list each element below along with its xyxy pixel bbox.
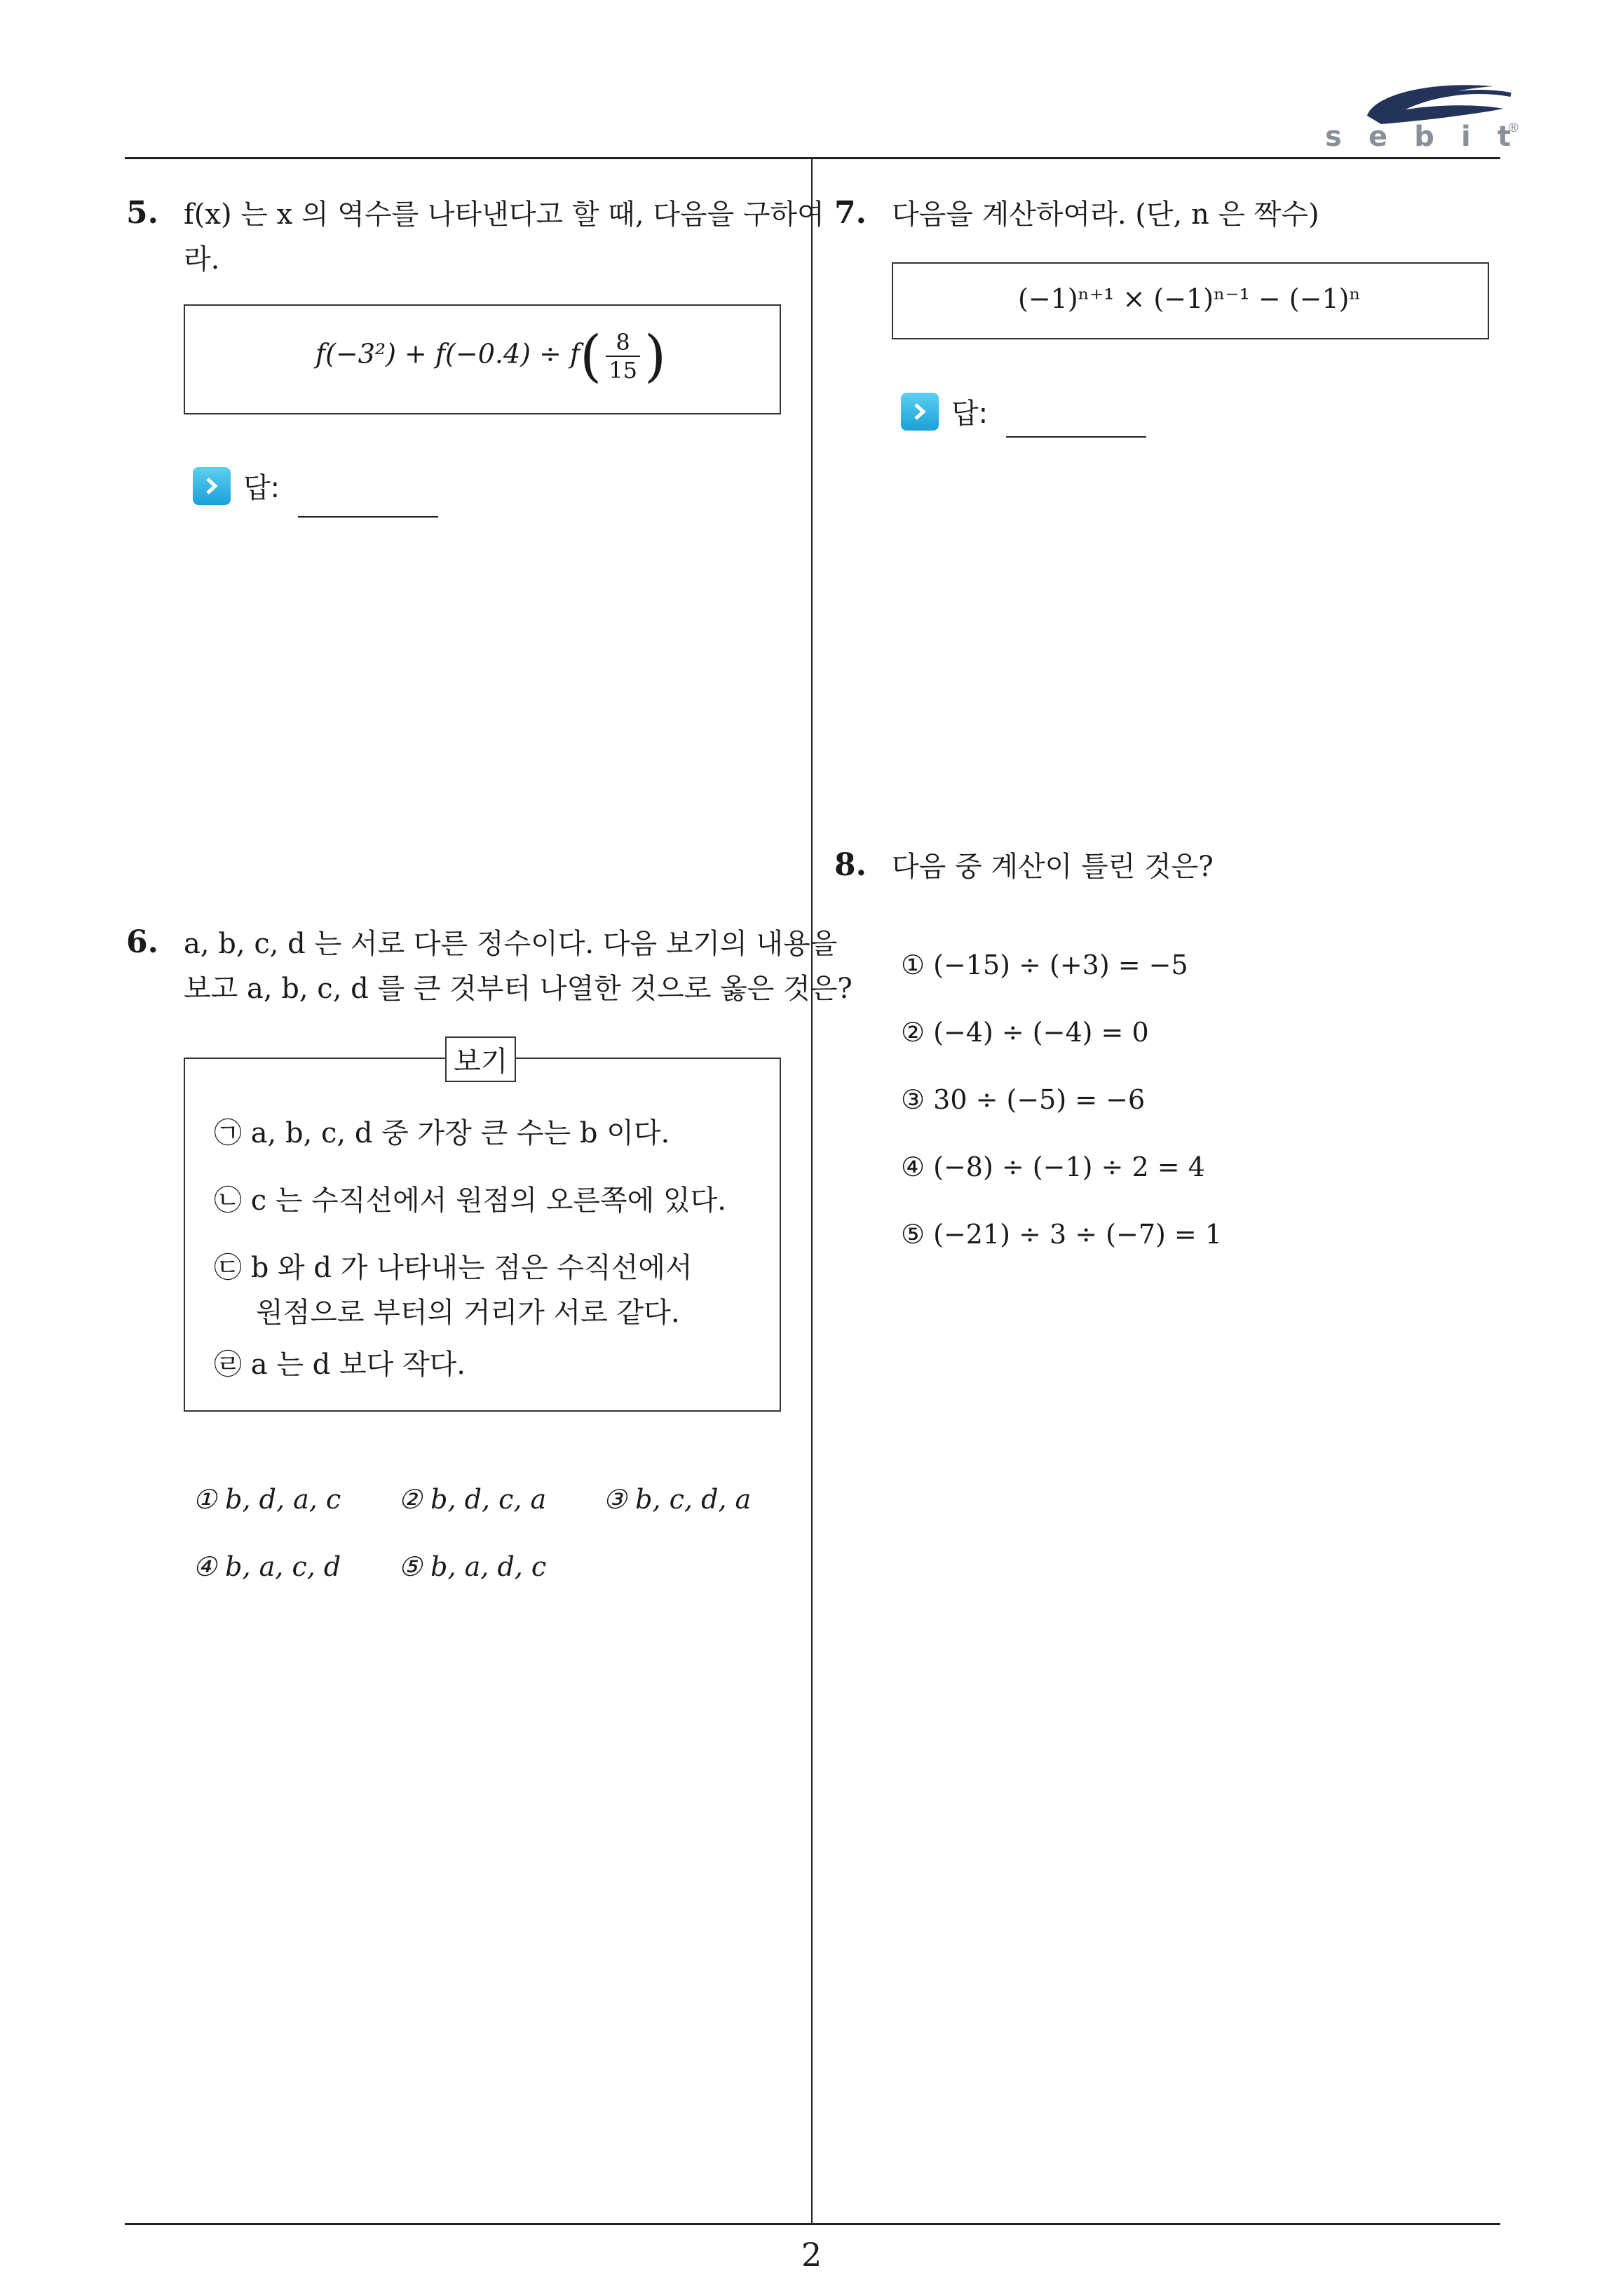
question-8-choice[interactable]: ② (−4) ÷ (−4) = 0	[901, 1017, 1149, 1048]
answer-arrow-icon	[193, 467, 231, 505]
answer-arrow-icon	[901, 393, 939, 431]
header-rule	[125, 157, 1500, 159]
question-6-number: 6.	[126, 924, 158, 960]
brand-wordmark	[1325, 121, 1511, 153]
answer-label: 답:	[951, 398, 989, 430]
left-paren: (	[580, 323, 602, 389]
registered-mark: ®	[1507, 121, 1520, 135]
brand-letter: e	[1368, 121, 1388, 153]
right-paren: )	[644, 323, 667, 389]
page-number: 2	[801, 2236, 822, 2274]
question-6-choice[interactable]: ③ b, c, d, a	[603, 1484, 752, 1515]
fraction-denominator: 15	[606, 356, 640, 384]
bogi-title: 보기	[445, 1036, 516, 1082]
bogi-item: ㉡ c 는 수직선에서 원점의 오른쪽에 있다.	[214, 1184, 727, 1217]
question-7-answer-blank[interactable]	[1006, 436, 1146, 438]
brand-letter: t	[1497, 121, 1511, 153]
question-5-number: 5.	[126, 195, 158, 231]
question-7-number: 7.	[834, 195, 867, 231]
bogi-item: ㉢ b 와 d 가 나타내는 점은 수직선에서	[214, 1252, 693, 1284]
question-6-text-line1: a, b, c, d 는 서로 다른 정수이다. 다음 보기의 내용을	[184, 928, 838, 960]
column-divider	[811, 158, 813, 2224]
bogi-item: ㉣ a 는 d 보다 작다.	[214, 1349, 466, 1381]
question-6-choice[interactable]: ① b, d, a, c	[193, 1484, 341, 1515]
question-6-choice[interactable]: ④ b, a, c, d	[193, 1551, 341, 1582]
brand-letter: i	[1461, 121, 1471, 153]
fraction-numerator: 8	[616, 329, 630, 356]
question-5-formula	[315, 323, 667, 389]
question-5-answer	[193, 466, 280, 506]
question-7-formula: (−1)ⁿ⁺¹ × (−1)ⁿ⁻¹ − (−1)ⁿ	[1018, 283, 1361, 314]
bogi-item: ㉠ a, b, c, d 중 가장 큰 수는 b 이다.	[214, 1117, 670, 1149]
question-8-text: 다음 중 계산이 틀린 것은?	[892, 851, 1214, 883]
question-6-choice[interactable]: ⑤ b, a, d, c	[398, 1551, 547, 1582]
question-8-choice[interactable]: ③ 30 ÷ (−5) = −6	[901, 1084, 1146, 1115]
brand-letter: b	[1414, 121, 1434, 153]
question-5-text-line2: 라.	[184, 243, 220, 276]
question-6-choice[interactable]: ② b, d, c, a	[398, 1484, 547, 1515]
formula-expression: f(−3²) + f(−0.4) ÷ f	[315, 338, 580, 370]
question-5-text-line1: f(x) 는 x 의 역수를 나타낸다고 할 때, 다음을 구하여	[184, 198, 824, 231]
bogi-item: 원점으로 부터의 거리가 서로 같다.	[256, 1297, 680, 1329]
question-8-choice[interactable]: ① (−15) ÷ (+3) = −5	[901, 950, 1188, 980]
fraction	[606, 329, 640, 384]
footer-rule	[125, 2223, 1500, 2225]
question-8-choice[interactable]: ⑤ (−21) ÷ 3 ÷ (−7) = 1	[901, 1219, 1223, 1250]
answer-label: 답:	[243, 472, 280, 504]
question-7-text: 다음을 계산하여라. (단, n 은 짝수)	[892, 198, 1319, 231]
question-8-number: 8.	[834, 847, 867, 883]
question-7-answer	[901, 391, 988, 431]
question-6-text-line2: 보고 a, b, c, d 를 큰 것부터 나열한 것으로 옳은 것은?	[184, 973, 853, 1005]
question-5-answer-blank[interactable]	[298, 516, 438, 518]
brand-letter: s	[1325, 121, 1342, 153]
question-8-choice[interactable]: ④ (−8) ÷ (−1) ÷ 2 = 4	[901, 1152, 1205, 1182]
